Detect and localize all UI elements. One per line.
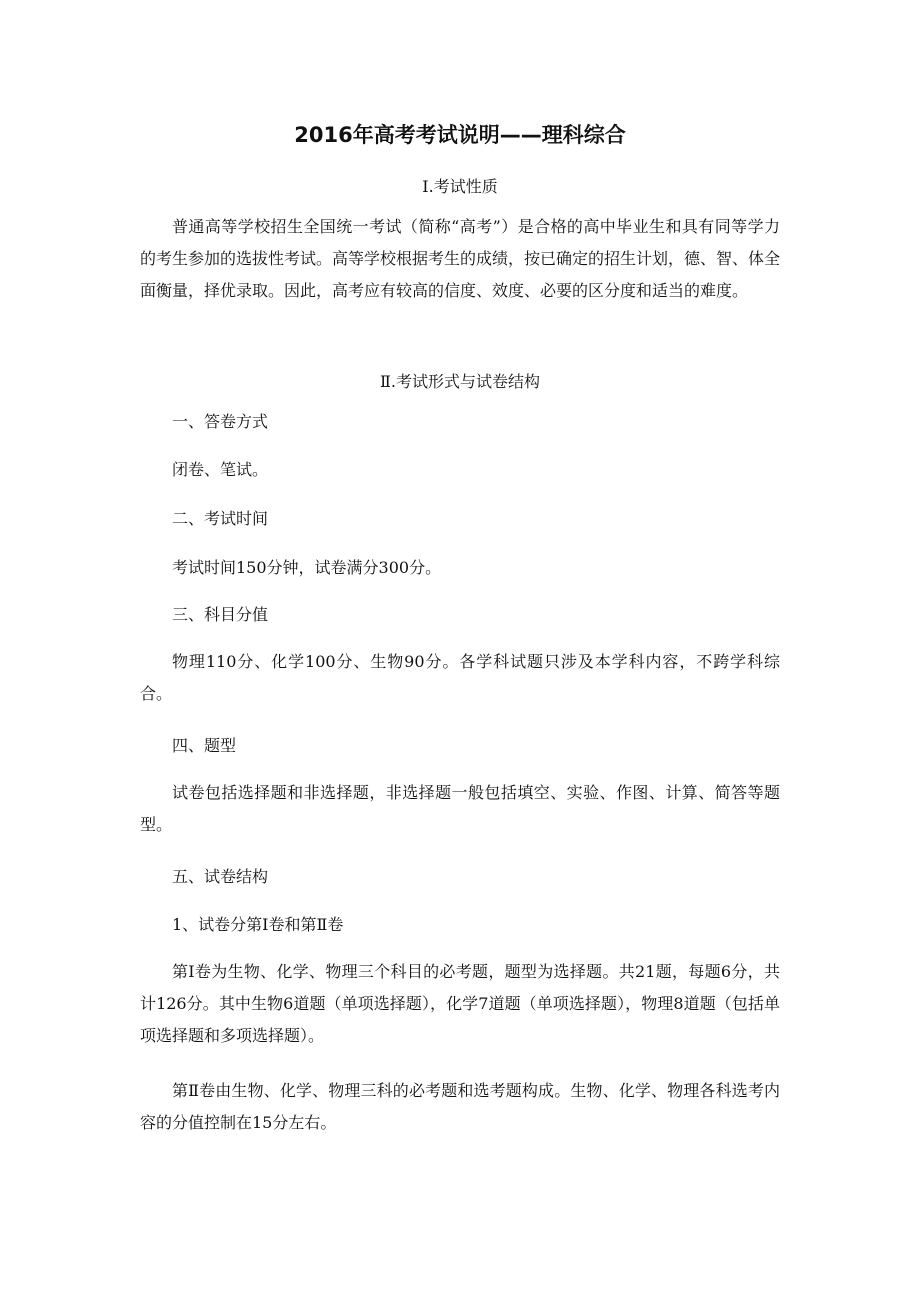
section-heading-exam-nature: Ⅰ.考试性质	[422, 177, 498, 196]
heading-exam-time: 二、考试时间	[172, 509, 269, 528]
text-exam-time: 考试时间150分钟，试卷满分300分。	[172, 558, 442, 577]
heading-answer-method: 一、答卷方式	[172, 412, 269, 431]
text-question-types: 试卷包括选择题和非选择题，非选择题一般包括填空、实验、作图、计算、简答等题型。	[140, 783, 780, 834]
heading-subject-scores: 三、科目分值	[172, 605, 269, 624]
paragraph-paper-two: 第Ⅱ卷由生物、化学、物理三科的必考题和选考题构成。生物、化学、物理各科选考内容的分值控制在15分左右。	[140, 1081, 780, 1132]
text-answer-method: 闭卷、笔试。	[172, 460, 269, 479]
text-subject-scores: 物理110分、化学100分、生物90分。各学科试题只涉及本学科内容，不跨学科综合。	[140, 652, 780, 703]
heading-paper-parts: 1、试卷分第Ⅰ卷和第Ⅱ卷	[172, 915, 344, 934]
paragraph-paper-one: 第Ⅰ卷为生物、化学、物理三个科目的必考题，题型为选择题。共21题，每题6分，共计126分。其中生物6道题（单项选择题），化学7道题（单项选择题），物理8道题（包括单项选择题和多项选择题）。	[140, 962, 780, 1045]
paragraph-exam-nature: 普通高等学校招生全国统一考试（简称“高考”）是合格的高中毕业生和具有同等学力的考生参加的选拔性考试。高等学校根据考生的成绩，按已确定的招生计划，德、智、体全面衡量，择优录取。因此，高考应有较高的信度、效度、必要的区分度和适当的难度。	[140, 217, 781, 300]
heading-paper-structure: 五、试卷结构	[172, 867, 269, 886]
section-heading-exam-format: Ⅱ.考试形式与试卷结构	[380, 372, 540, 391]
document-title: 2016年高考考试说明——理科综合	[294, 123, 626, 147]
heading-question-types: 四、题型	[172, 736, 237, 755]
